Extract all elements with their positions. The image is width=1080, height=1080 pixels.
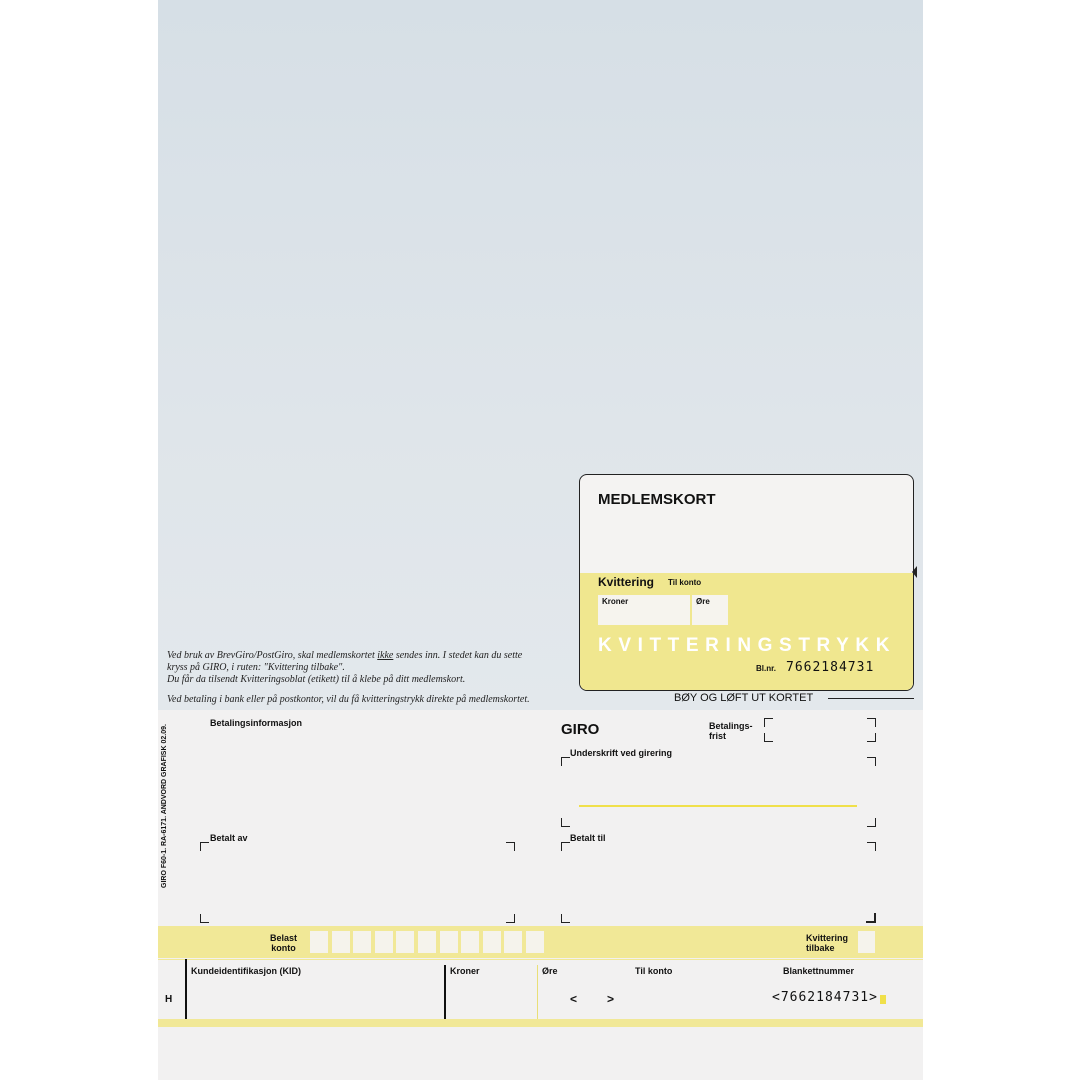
- account-digit-box[interactable]: [375, 931, 393, 953]
- betalt-av-field[interactable]: [200, 842, 515, 923]
- betalingsinformasjon-label: Betalingsinformasjon: [210, 718, 303, 728]
- ocr-mark: [880, 995, 886, 1004]
- giro-form-sheet: [158, 0, 923, 1080]
- ore-rule: [537, 965, 538, 1019]
- betalingsfrist-field[interactable]: [764, 718, 876, 742]
- kvitteringstrykk-watermark: KVITTERINGSTRYKK: [598, 635, 897, 656]
- form-code-vertical: GIRO F60-1. RA-6171. ANDVORD GRAFISK 02.09.: [161, 724, 168, 888]
- kvittering-tilbake-label: [806, 933, 848, 953]
- account-digit-box[interactable]: [310, 931, 328, 953]
- til-konto-close-bracket: >: [607, 992, 615, 1006]
- blnr-value: 7662184731: [786, 660, 875, 675]
- kid-label: Kundeidentifikasjon (KID): [191, 966, 301, 976]
- account-digit-box[interactable]: [483, 931, 501, 953]
- ore-box: [692, 595, 728, 625]
- account-digit-box[interactable]: [418, 931, 436, 953]
- betalt-av-label: Betalt av: [210, 833, 248, 843]
- ore-label: Øre: [696, 597, 710, 606]
- til-konto-label: Til konto: [668, 578, 702, 587]
- kvittering-tilbake-line1: Kvittering: [806, 933, 849, 943]
- note-underlined-word: ikke: [377, 650, 394, 661]
- kroner-label-giro: Kroner: [450, 966, 480, 976]
- account-digit-box[interactable]: [353, 931, 371, 953]
- note-text: sendes inn. I stedet kan du sette: [393, 650, 523, 661]
- account-digit-box[interactable]: [332, 931, 350, 953]
- lift-line: [828, 698, 914, 699]
- kroner-box: [598, 595, 690, 625]
- underskrift-label: Underskrift ved girering: [570, 748, 673, 758]
- note-text: Ved bruk av BrevGiro/PostGiro, skal medlemskortet: [167, 650, 378, 661]
- note-line-2: kryss på GIRO, i ruten: "Kvittering tilbake".: [167, 662, 345, 673]
- ore-label-giro: Øre: [542, 966, 558, 976]
- account-digit-box[interactable]: [396, 931, 414, 953]
- kroner-label: Kroner: [602, 597, 629, 606]
- h-mark: H: [165, 994, 173, 1005]
- note-line-3: Du får da tilsendt Kvitteringsoblat (etikett) til å klebe på ditt medlemskort.: [167, 674, 466, 685]
- account-digit-box[interactable]: [440, 931, 458, 953]
- kroner-rule: [444, 965, 446, 1019]
- belast-konto-line2: konto: [271, 943, 296, 953]
- blnr-label: Bl.nr.: [756, 664, 777, 673]
- giro-title: GIRO: [561, 721, 600, 738]
- blankettnummer-value: <7662184731>: [772, 990, 878, 1005]
- card-notch-icon: [912, 566, 917, 578]
- membership-card[interactable]: [579, 474, 914, 691]
- account-digit-box[interactable]: [504, 931, 522, 953]
- giro-payment-form: [158, 710, 923, 1080]
- note-line-1: [167, 650, 522, 662]
- signature-field[interactable]: [561, 757, 876, 827]
- blankettnummer-label: Blankettnummer: [783, 966, 855, 976]
- signature-line: [579, 805, 857, 807]
- betalingsfrist-line1: Betalings-: [709, 721, 753, 731]
- belast-konto-label: [270, 933, 297, 953]
- bottom-yellow-strip: [158, 1019, 923, 1027]
- kvittering-label: Kvittering: [598, 575, 655, 589]
- note-line-4: Ved betaling i bank eller på postkontor, vil du få kvitteringstrykk direkte på medlemskortet.: [167, 694, 530, 705]
- card-title: MEDLEMSKORT: [598, 491, 716, 508]
- kid-left-rule: [185, 959, 187, 1019]
- betalt-til-field[interactable]: [561, 842, 876, 923]
- kvittering-tilbake-checkbox[interactable]: [858, 931, 875, 953]
- belast-konto-line1: Belast: [270, 933, 298, 943]
- betalt-til-label: Betalt til: [570, 833, 606, 843]
- kvittering-tilbake-line2: tilbake: [806, 943, 835, 953]
- til-konto-label-giro: Til konto: [635, 966, 673, 976]
- account-digit-box[interactable]: [526, 931, 544, 953]
- til-konto-open-bracket: <: [570, 992, 578, 1006]
- lift-instruction: BØY OG LØFT UT KORTET: [674, 692, 814, 704]
- divider: [158, 959, 923, 960]
- belast-konto-band: [158, 926, 923, 958]
- account-digit-box[interactable]: [461, 931, 479, 953]
- receipt-section: [580, 573, 913, 690]
- betalingsfrist-label: [709, 721, 753, 741]
- betalingsfrist-line2: frist: [709, 731, 727, 741]
